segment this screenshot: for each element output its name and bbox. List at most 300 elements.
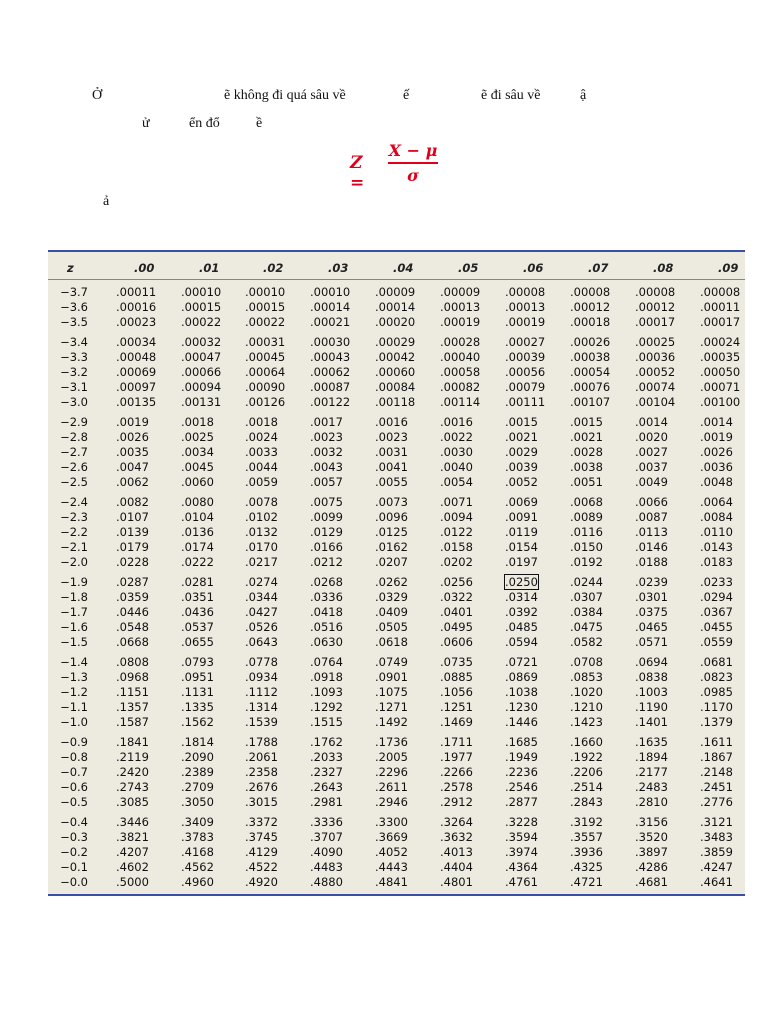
probability-cell: .0116 xyxy=(570,525,603,539)
z-value-cell: −0.2 xyxy=(60,845,88,859)
probability-cell: .0078 xyxy=(245,495,278,509)
probability-cell: .0031 xyxy=(375,445,408,459)
probability-cell: .0505 xyxy=(375,620,408,634)
probability-cell: .4920 xyxy=(245,875,278,889)
table-row xyxy=(48,590,745,605)
z-value-cell: −2.2 xyxy=(60,525,88,539)
table-row xyxy=(48,395,745,410)
probability-cell: .0014 xyxy=(700,415,733,429)
z-value-cell: −2.1 xyxy=(60,540,88,554)
probability-cell: .0401 xyxy=(440,605,473,619)
probability-cell: .0132 xyxy=(245,525,278,539)
intro-fragment-2: ẽ không đi quá sâu về xyxy=(224,88,346,103)
z-value-cell: −3.0 xyxy=(60,395,88,409)
probability-cell: .0017 xyxy=(310,415,343,429)
probability-cell: .1151 xyxy=(116,685,149,699)
probability-cell: .1112 xyxy=(245,685,278,699)
probability-cell: .0036 xyxy=(700,460,733,474)
probability-cell: .3557 xyxy=(570,830,603,844)
probability-cell: .0526 xyxy=(245,620,278,634)
probability-cell: .1056 xyxy=(440,685,473,699)
probability-cell: .4207 xyxy=(116,845,149,859)
probability-cell: .0808 xyxy=(116,655,149,669)
probability-cell: .0793 xyxy=(181,655,214,669)
probability-cell: .0099 xyxy=(310,510,343,524)
table-row xyxy=(48,655,745,670)
probability-cell: .00008 xyxy=(505,285,546,299)
probability-cell: .0217 xyxy=(245,555,278,569)
probability-cell: .00030 xyxy=(310,335,351,349)
probability-cell: .1335 xyxy=(181,700,214,714)
probability-cell: .0233 xyxy=(700,575,733,589)
probability-cell: .2643 xyxy=(310,780,343,794)
probability-cell: .2420 xyxy=(116,765,149,779)
probability-cell: .0102 xyxy=(245,510,278,524)
probability-cell: .0384 xyxy=(570,605,603,619)
probability-cell: .3707 xyxy=(310,830,343,844)
table-row xyxy=(48,380,745,395)
z-value-cell: −1.6 xyxy=(60,620,88,634)
probability-cell: .0119 xyxy=(505,525,538,539)
probability-cell: .0294 xyxy=(700,590,733,604)
probability-cell: .3121 xyxy=(700,815,733,829)
probability-cell: .00012 xyxy=(635,300,676,314)
probability-cell: .00035 xyxy=(700,350,741,364)
probability-cell: .3594 xyxy=(505,830,538,844)
table-row xyxy=(48,780,745,795)
probability-cell: .0023 xyxy=(310,430,343,444)
probability-cell: .3228 xyxy=(505,815,538,829)
probability-cell: .00019 xyxy=(505,315,546,329)
probability-cell: .00040 xyxy=(440,350,481,364)
probability-cell: .0082 xyxy=(116,495,149,509)
probability-cell: .0038 xyxy=(570,460,603,474)
probability-cell: .0096 xyxy=(375,510,408,524)
probability-cell: .00066 xyxy=(181,365,222,379)
probability-cell: .0089 xyxy=(570,510,603,524)
probability-cell: .4364 xyxy=(505,860,538,874)
probability-cell: .1210 xyxy=(570,700,603,714)
probability-cell: .0146 xyxy=(635,540,668,554)
probability-cell: .0207 xyxy=(375,555,408,569)
probability-cell: .0075 xyxy=(310,495,343,509)
probability-cell: .00036 xyxy=(635,350,676,364)
probability-cell: .0606 xyxy=(440,635,473,649)
formula-numerator: X − μ xyxy=(388,141,438,160)
z-value-cell: −0.0 xyxy=(60,875,88,889)
probability-cell: .2981 xyxy=(310,795,343,809)
probability-cell: .0019 xyxy=(700,430,733,444)
probability-cell: .00084 xyxy=(375,380,416,394)
probability-cell: .0281 xyxy=(181,575,214,589)
probability-cell: .00017 xyxy=(635,315,676,329)
probability-cell: .0853 xyxy=(570,670,603,684)
probability-cell: .0475 xyxy=(570,620,603,634)
probability-cell: .00111 xyxy=(505,395,546,409)
probability-cell: .0618 xyxy=(375,635,408,649)
probability-cell: .0446 xyxy=(116,605,149,619)
probability-cell: .0062 xyxy=(116,475,149,489)
probability-cell: .00062 xyxy=(310,365,351,379)
probability-cell: .2005 xyxy=(375,750,408,764)
probability-cell: .0064 xyxy=(700,495,733,509)
probability-cell: .0749 xyxy=(375,655,408,669)
probability-cell: .0054 xyxy=(440,475,473,489)
probability-cell: .0113 xyxy=(635,525,668,539)
probability-cell: .0869 xyxy=(505,670,538,684)
probability-cell: .00126 xyxy=(245,395,286,409)
probability-cell: .00056 xyxy=(505,365,546,379)
table-row xyxy=(48,430,745,445)
intro-fragment-8: ề xyxy=(256,116,263,131)
table-row xyxy=(48,685,745,700)
probability-cell: .1093 xyxy=(310,685,343,699)
probability-cell: .2676 xyxy=(245,780,278,794)
probability-cell: .2266 xyxy=(440,765,473,779)
probability-cell: .0068 xyxy=(570,495,603,509)
probability-cell: .0548 xyxy=(116,620,149,634)
formula-denominator: σ xyxy=(407,165,419,185)
probability-cell: .2776 xyxy=(700,795,733,809)
probability-cell: .0026 xyxy=(700,445,733,459)
probability-cell: .00014 xyxy=(310,300,351,314)
probability-cell: .1894 xyxy=(635,750,668,764)
probability-cell: .0212 xyxy=(310,555,343,569)
probability-cell: .0059 xyxy=(245,475,278,489)
probability-cell: .00022 xyxy=(181,315,222,329)
probability-cell: .1469 xyxy=(440,715,473,729)
probability-cell: .0136 xyxy=(181,525,214,539)
probability-cell: .2578 xyxy=(440,780,473,794)
probability-cell: .4880 xyxy=(310,875,343,889)
probability-cell: .0052 xyxy=(505,475,538,489)
intro-fragment-5: ậ xyxy=(580,88,587,103)
probability-cell: .0764 xyxy=(310,655,343,669)
z-value-cell: −1.9 xyxy=(60,575,88,589)
probability-cell: .4801 xyxy=(440,875,473,889)
table-row xyxy=(48,335,745,350)
probability-cell: .4602 xyxy=(116,860,149,874)
probability-cell: .0188 xyxy=(635,555,668,569)
probability-cell: .3520 xyxy=(635,830,668,844)
probability-cell: .0047 xyxy=(116,460,149,474)
probability-cell: .4168 xyxy=(181,845,214,859)
z-value-cell: −2.6 xyxy=(60,460,88,474)
probability-cell: .0048 xyxy=(700,475,733,489)
probability-cell: .0643 xyxy=(245,635,278,649)
table-row xyxy=(48,445,745,460)
probability-cell: .2810 xyxy=(635,795,668,809)
probability-cell: .0537 xyxy=(181,620,214,634)
probability-cell: .00038 xyxy=(570,350,611,364)
z-value-cell: −3.3 xyxy=(60,350,88,364)
probability-cell: .00064 xyxy=(245,365,286,379)
probability-cell: .1562 xyxy=(181,715,214,729)
probability-cell: .00104 xyxy=(635,395,676,409)
probability-cell: .0021 xyxy=(570,430,603,444)
probability-cell: .1611 xyxy=(700,735,733,749)
table-row xyxy=(48,475,745,490)
probability-cell: .3446 xyxy=(116,815,149,829)
probability-cell: .2148 xyxy=(700,765,733,779)
probability-cell: .0091 xyxy=(505,510,538,524)
probability-cell: .0918 xyxy=(310,670,343,684)
probability-cell: .00060 xyxy=(375,365,416,379)
table-row xyxy=(48,735,745,750)
probability-cell: .4404 xyxy=(440,860,473,874)
probability-cell: .00034 xyxy=(116,335,157,349)
probability-cell: .0351 xyxy=(181,590,214,604)
probability-cell: .3483 xyxy=(700,830,733,844)
z-value-cell: −1.4 xyxy=(60,655,88,669)
probability-cell: .1314 xyxy=(245,700,278,714)
probability-cell: .0336 xyxy=(310,590,343,604)
z-value-cell: −0.9 xyxy=(60,735,88,749)
probability-cell: .0139 xyxy=(116,525,149,539)
probability-cell: .1230 xyxy=(505,700,538,714)
probability-cell: .0057 xyxy=(310,475,343,489)
probability-cell: .0197 xyxy=(505,555,538,569)
probability-cell: .00100 xyxy=(700,395,741,409)
column-header: .02 xyxy=(263,261,284,275)
probability-cell: .1977 xyxy=(440,750,473,764)
probability-cell: .1867 xyxy=(700,750,733,764)
probability-cell: .3192 xyxy=(570,815,603,829)
probability-cell: .2033 xyxy=(310,750,343,764)
probability-cell: .00017 xyxy=(700,315,741,329)
column-header: .08 xyxy=(653,261,674,275)
probability-cell: .3300 xyxy=(375,815,408,829)
probability-cell: .0021 xyxy=(505,430,538,444)
probability-cell: .1357 xyxy=(116,700,149,714)
probability-cell: .00022 xyxy=(245,315,286,329)
z-value-cell: −1.3 xyxy=(60,670,88,684)
probability-cell: .0107 xyxy=(116,510,149,524)
probability-cell: .0301 xyxy=(635,590,668,604)
probability-cell: .1841 xyxy=(116,735,149,749)
probability-cell: .00039 xyxy=(505,350,546,364)
probability-cell: .0968 xyxy=(116,670,149,684)
probability-cell: .0158 xyxy=(440,540,473,554)
probability-cell: .4522 xyxy=(245,860,278,874)
probability-cell: .00107 xyxy=(570,395,611,409)
probability-cell: .0262 xyxy=(375,575,408,589)
probability-cell: .0027 xyxy=(635,445,668,459)
probability-cell: .0080 xyxy=(181,495,214,509)
probability-cell: .0143 xyxy=(700,540,733,554)
probability-cell: .2061 xyxy=(245,750,278,764)
probability-cell: .00031 xyxy=(245,335,286,349)
table-row xyxy=(48,575,745,590)
probability-cell: .1788 xyxy=(245,735,278,749)
probability-cell: .0041 xyxy=(375,460,408,474)
probability-cell: .00079 xyxy=(505,380,546,394)
z-value-cell: −1.2 xyxy=(60,685,88,699)
probability-cell: .3897 xyxy=(635,845,668,859)
probability-cell: .0951 xyxy=(181,670,214,684)
probability-cell: .0073 xyxy=(375,495,408,509)
intro-fragment-7: ển đổ xyxy=(189,116,220,131)
z-value-cell: −0.5 xyxy=(60,795,88,809)
probability-cell: .0044 xyxy=(245,460,278,474)
column-header: .00 xyxy=(134,261,155,275)
probability-cell: .0051 xyxy=(570,475,603,489)
probability-cell: .0307 xyxy=(570,590,603,604)
probability-cell: .2119 xyxy=(116,750,149,764)
probability-cell: .00010 xyxy=(310,285,351,299)
probability-cell: .0029 xyxy=(505,445,538,459)
probability-cell: .3085 xyxy=(116,795,149,809)
z-value-cell: −3.2 xyxy=(60,365,88,379)
probability-cell: .00052 xyxy=(635,365,676,379)
probability-cell: .0934 xyxy=(245,670,278,684)
intro-fragment-4: ẽ đi sâu về xyxy=(481,88,541,103)
probability-cell: .00045 xyxy=(245,350,286,364)
table-row xyxy=(48,765,745,780)
probability-cell: .00008 xyxy=(570,285,611,299)
probability-cell: .00071 xyxy=(700,380,741,394)
table-row xyxy=(48,365,745,380)
table-row xyxy=(48,670,745,685)
table-header-row xyxy=(48,261,745,277)
probability-cell: .0485 xyxy=(505,620,538,634)
probability-cell: .0228 xyxy=(116,555,149,569)
probability-cell: .2358 xyxy=(245,765,278,779)
probability-cell: .00054 xyxy=(570,365,611,379)
probability-cell: .0559 xyxy=(700,635,733,649)
probability-cell: .0735 xyxy=(440,655,473,669)
probability-cell: .00074 xyxy=(635,380,676,394)
probability-cell: .0069 xyxy=(505,495,538,509)
probability-cell: .2514 xyxy=(570,780,603,794)
probability-cell: .0154 xyxy=(505,540,538,554)
probability-cell: .3015 xyxy=(245,795,278,809)
table-row xyxy=(48,510,745,525)
probability-cell: .1660 xyxy=(570,735,603,749)
probability-cell: .00135 xyxy=(116,395,157,409)
z-value-cell: −1.1 xyxy=(60,700,88,714)
z-value-cell: −2.7 xyxy=(60,445,88,459)
probability-cell: .00050 xyxy=(700,365,741,379)
probability-cell: .5000 xyxy=(116,875,149,889)
probability-cell: .0170 xyxy=(245,540,278,554)
probability-cell: .1446 xyxy=(505,715,538,729)
probability-cell: .3336 xyxy=(310,815,343,829)
probability-cell: .0418 xyxy=(310,605,343,619)
column-header: .04 xyxy=(393,261,414,275)
probability-cell: .1131 xyxy=(181,685,214,699)
probability-cell: .00016 xyxy=(116,300,157,314)
probability-cell: .1949 xyxy=(505,750,538,764)
probability-cell: .0024 xyxy=(245,430,278,444)
probability-cell: .00090 xyxy=(245,380,286,394)
probability-cell: .00011 xyxy=(700,300,741,314)
table-row xyxy=(48,860,745,875)
probability-cell: .00025 xyxy=(635,335,676,349)
probability-cell: .0838 xyxy=(635,670,668,684)
header-divider xyxy=(48,279,745,280)
probability-cell: .4761 xyxy=(505,875,538,889)
table-row xyxy=(48,300,745,315)
probability-cell: .1515 xyxy=(310,715,343,729)
probability-cell: .4960 xyxy=(181,875,214,889)
probability-cell: .0032 xyxy=(310,445,343,459)
probability-cell: .0030 xyxy=(440,445,473,459)
z-value-cell: −2.5 xyxy=(60,475,88,489)
probability-cell: .4641 xyxy=(700,875,733,889)
probability-cell: .4013 xyxy=(440,845,473,859)
probability-cell: .00012 xyxy=(570,300,611,314)
probability-cell: .1190 xyxy=(635,700,668,714)
probability-cell: .00020 xyxy=(375,315,416,329)
probability-cell: .4090 xyxy=(310,845,343,859)
probability-cell: .0582 xyxy=(570,635,603,649)
probability-cell: .0823 xyxy=(700,670,733,684)
probability-cell: .1922 xyxy=(570,750,603,764)
column-header: .09 xyxy=(718,261,739,275)
probability-cell: .3669 xyxy=(375,830,408,844)
table-row xyxy=(48,525,745,540)
probability-cell: .1003 xyxy=(635,685,668,699)
probability-cell: .0049 xyxy=(635,475,668,489)
probability-cell: .4562 xyxy=(181,860,214,874)
probability-cell: .00094 xyxy=(181,380,222,394)
probability-cell: .0023 xyxy=(375,430,408,444)
z-value-cell: −0.3 xyxy=(60,830,88,844)
formula-fraction xyxy=(388,142,438,185)
probability-cell: .0104 xyxy=(181,510,214,524)
probability-cell: .0016 xyxy=(375,415,408,429)
probability-cell: .00076 xyxy=(570,380,611,394)
table-row xyxy=(48,795,745,810)
probability-cell: .3745 xyxy=(245,830,278,844)
probability-cell: .0427 xyxy=(245,605,278,619)
probability-cell: .0022 xyxy=(440,430,473,444)
probability-cell: .1762 xyxy=(310,735,343,749)
probability-cell: .2389 xyxy=(181,765,214,779)
probability-cell: .0322 xyxy=(440,590,473,604)
probability-cell: .0655 xyxy=(181,635,214,649)
probability-cell: .00114 xyxy=(440,395,481,409)
probability-cell: .00019 xyxy=(440,315,481,329)
z-value-cell: −0.8 xyxy=(60,750,88,764)
probability-cell: .0014 xyxy=(635,415,668,429)
probability-cell: .0192 xyxy=(570,555,603,569)
probability-cell: .00131 xyxy=(181,395,222,409)
probability-cell: .00029 xyxy=(375,335,416,349)
probability-cell: .4841 xyxy=(375,875,408,889)
probability-cell: .0037 xyxy=(635,460,668,474)
probability-cell: .0681 xyxy=(700,655,733,669)
table-row xyxy=(48,540,745,555)
probability-cell: .1711 xyxy=(440,735,473,749)
probability-cell: .00013 xyxy=(505,300,546,314)
probability-cell: .00011 xyxy=(116,285,157,299)
probability-cell: .0708 xyxy=(570,655,603,669)
probability-cell: .3050 xyxy=(181,795,214,809)
column-header: .06 xyxy=(523,261,544,275)
probability-cell: .1075 xyxy=(375,685,408,699)
probability-cell: .00122 xyxy=(310,395,351,409)
z-value-cell: −3.1 xyxy=(60,380,88,394)
probability-cell: .1379 xyxy=(700,715,733,729)
probability-cell: .0019 xyxy=(116,415,149,429)
probability-cell: .0162 xyxy=(375,540,408,554)
column-header: .03 xyxy=(328,261,349,275)
probability-cell: .0087 xyxy=(635,510,668,524)
probability-cell: .3821 xyxy=(116,830,149,844)
probability-cell: .00026 xyxy=(570,335,611,349)
